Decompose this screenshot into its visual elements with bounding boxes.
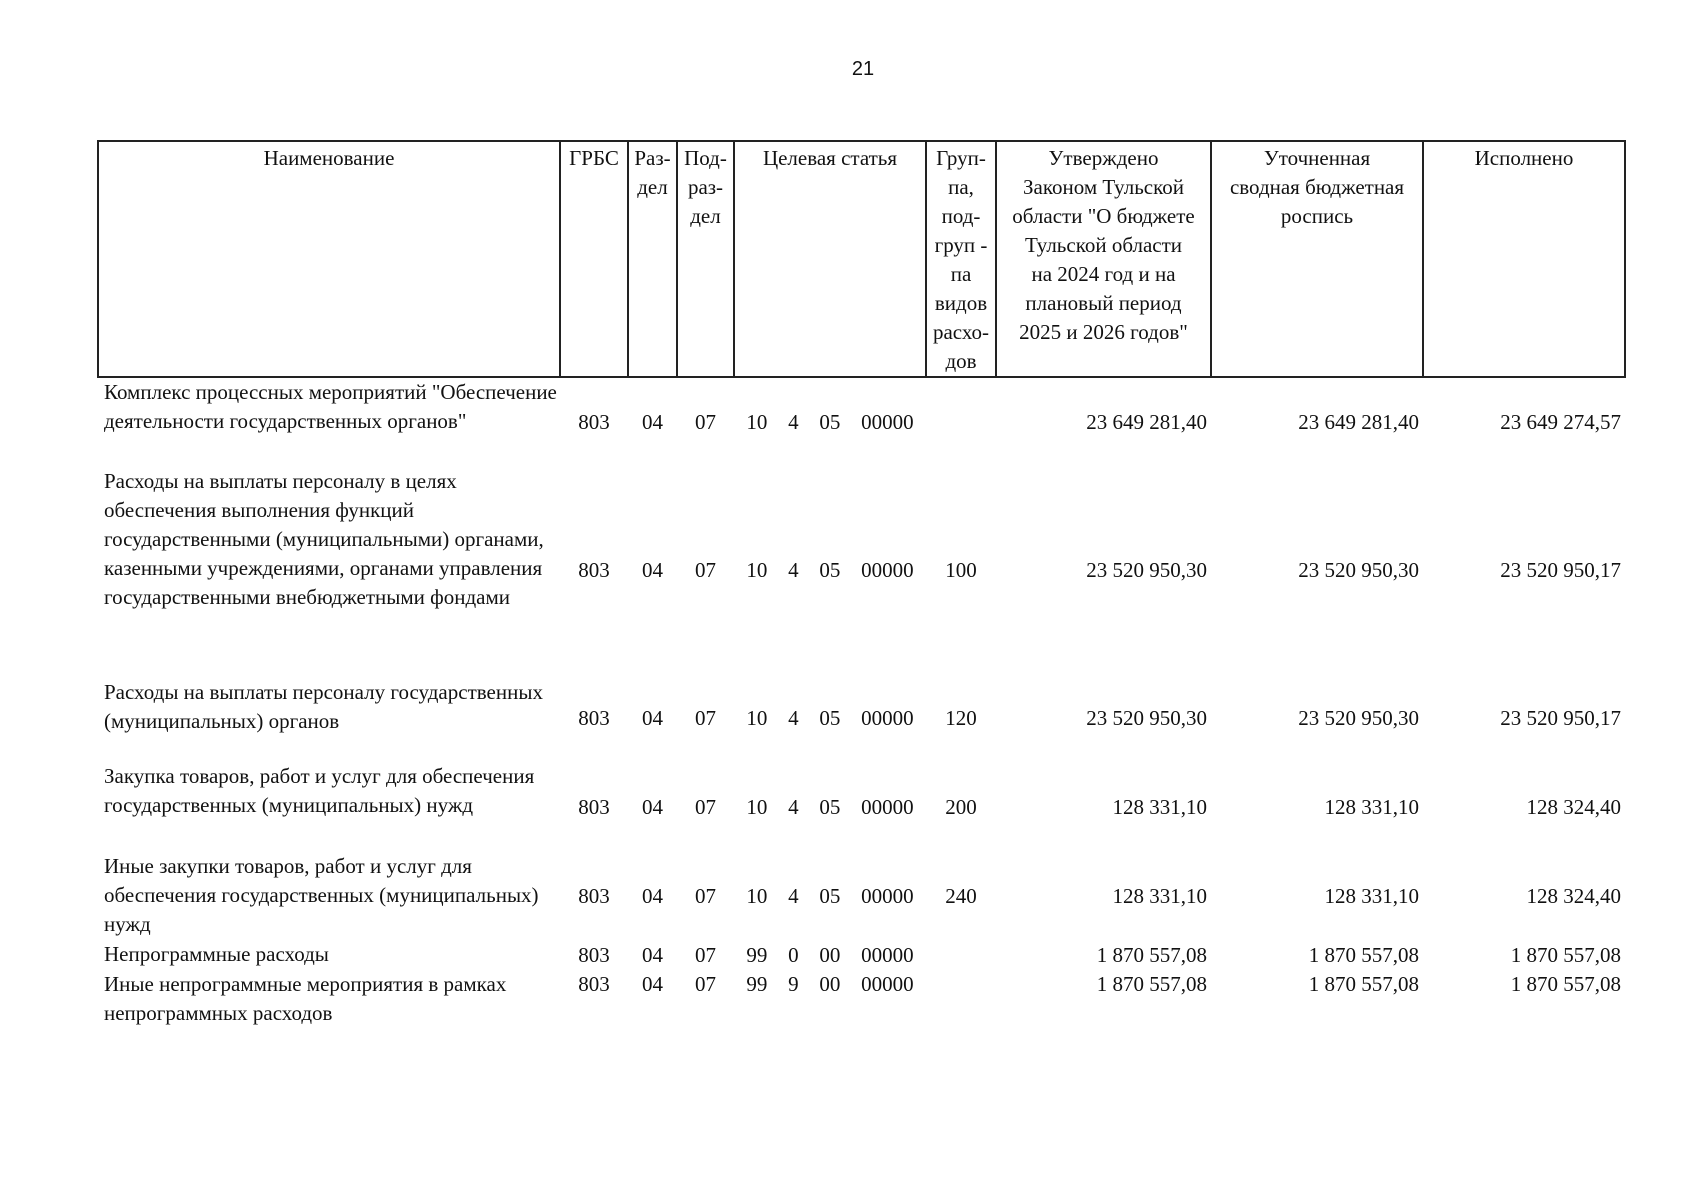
row-podrazdel: 07	[695, 558, 716, 582]
row-celevaya-statya	[734, 377, 926, 467]
header-name: Наименование	[98, 141, 560, 377]
row-vid-rashodov	[926, 940, 996, 970]
row-name: Непрограммные расходы	[104, 942, 329, 966]
row-vid-rashodov	[926, 377, 996, 467]
cs-direction: 00000	[861, 558, 914, 582]
row-grbs: 803	[578, 942, 610, 967]
table-row	[98, 377, 1625, 467]
row-podrazdel: 07	[695, 794, 716, 819]
row-vid-rashodov	[926, 970, 996, 1028]
row-name: Комплекс процессных мероприятий "Обеспечение деятельности государственных органов"	[104, 380, 557, 433]
cs-direction: 00000	[861, 705, 914, 730]
row-vid-rashodov: 100	[945, 558, 977, 582]
row-vid-rashodov: 120	[945, 705, 977, 730]
row-ispolneno: 1 870 557,08	[1510, 972, 1621, 996]
table-body	[98, 377, 1625, 1028]
cs-program: 99	[746, 972, 768, 996]
cs-type: 4	[788, 705, 799, 730]
row-name: Закупка товаров, работ и услуг для обеспечения государственных (муниципальных) нужд	[104, 764, 535, 817]
row-utverzhdeno: 128 331,10	[1112, 883, 1207, 908]
table-row	[98, 467, 1625, 674]
row-celevaya-statya	[734, 467, 926, 674]
row-utochnennaya: 23 649 281,40	[1298, 410, 1419, 434]
row-podrazdel: 07	[695, 942, 716, 967]
cs-type: 4	[788, 410, 799, 434]
row-utochnennaya: 1 870 557,08	[1308, 972, 1419, 996]
row-razdel: 04	[642, 410, 663, 434]
header-utochnennaya-rospis: Уточненная сводная бюджетная роспись	[1211, 141, 1423, 377]
cs-direction: 00000	[861, 972, 914, 996]
row-grbs: 803	[578, 972, 610, 996]
table-row	[98, 940, 1625, 970]
cs-type: 4	[788, 794, 799, 819]
row-utochnennaya: 1 870 557,08	[1308, 942, 1419, 967]
row-razdel: 04	[642, 794, 663, 819]
cs-direction: 00000	[861, 794, 914, 819]
cs-element: 05	[819, 410, 841, 434]
page-number: 21	[851, 58, 875, 80]
header-grbs: ГРБС	[560, 141, 628, 377]
cs-direction: 00000	[861, 410, 914, 434]
table-row	[98, 852, 1625, 940]
cs-program: 10	[746, 794, 768, 819]
row-utverzhdeno: 23 520 950,30	[1086, 558, 1207, 582]
row-grbs: 803	[578, 410, 610, 434]
table-row	[98, 674, 1625, 762]
budget-table	[97, 140, 1626, 1028]
row-utochnennaya: 128 331,10	[1324, 883, 1419, 908]
cs-program: 10	[746, 883, 768, 908]
table-row	[98, 970, 1625, 1028]
row-razdel: 04	[642, 972, 663, 996]
row-podrazdel: 07	[695, 705, 716, 730]
header-gruppa-vidov-rashodov: Груп- па, под- груп - па видов расхо- дов	[926, 141, 996, 377]
row-grbs: 803	[578, 558, 610, 582]
row-ispolneno: 1 870 557,08	[1510, 942, 1621, 967]
cs-program: 10	[746, 705, 768, 730]
header-razdel: Раз- дел	[628, 141, 677, 377]
row-utverzhdeno: 1 870 557,08	[1096, 942, 1207, 967]
cs-element: 00	[819, 972, 841, 996]
row-podrazdel: 07	[695, 972, 716, 996]
table-header	[98, 141, 1625, 377]
cs-element: 05	[819, 705, 841, 730]
row-utochnennaya: 128 331,10	[1324, 794, 1419, 819]
cs-type: 4	[788, 558, 799, 582]
cs-program: 10	[746, 558, 768, 582]
row-name: Иные закупки товаров, работ и услуг для обеспечения государственных (муниципальных) нужд	[104, 854, 539, 936]
row-ispolneno: 128 324,40	[1526, 794, 1621, 819]
cs-direction: 00000	[861, 883, 914, 908]
row-ispolneno: 23 649 274,57	[1500, 410, 1621, 434]
header-utverzhdeno: Утверждено Законом Тульской области "О бюджете Тульской области на 2024 год и на плановый период 2025 и 2026 годов"	[996, 141, 1211, 377]
row-grbs: 803	[578, 705, 610, 730]
row-name: Иные непрограммные мероприятия в рамках непрограммных расходов	[104, 972, 507, 1025]
row-razdel: 04	[642, 942, 663, 967]
row-celevaya-statya	[734, 852, 926, 940]
row-podrazdel: 07	[695, 410, 716, 434]
header-celevaya-statya: Целевая статья	[734, 141, 926, 377]
row-ispolneno: 23 520 950,17	[1500, 558, 1621, 582]
row-utverzhdeno: 23 649 281,40	[1086, 410, 1207, 434]
row-utochnennaya: 23 520 950,30	[1298, 705, 1419, 730]
header-row	[98, 141, 1625, 377]
row-vid-rashodov: 240	[945, 883, 977, 908]
row-name: Расходы на выплаты персоналу в целях обеспечения выполнения функций государственными (муниципальными) органами, казенными учреждениями, органами управления государственными внебюджетными фондами	[104, 469, 544, 609]
cs-program: 10	[746, 410, 768, 434]
row-utverzhdeno: 1 870 557,08	[1096, 972, 1207, 996]
row-utverzhdeno: 23 520 950,30	[1086, 705, 1207, 730]
row-name: Расходы на выплаты персоналу государственных (муниципальных) органов	[104, 680, 543, 733]
row-grbs: 803	[578, 883, 610, 908]
row-vid-rashodov: 200	[945, 794, 977, 819]
row-celevaya-statya	[734, 940, 926, 970]
row-razdel: 04	[642, 705, 663, 730]
row-ispolneno: 128 324,40	[1526, 883, 1621, 908]
cs-type: 0	[788, 942, 799, 967]
cs-type: 4	[788, 883, 799, 908]
cs-element: 05	[819, 883, 841, 908]
header-podrazdel: Под- раз- дел	[677, 141, 734, 377]
row-grbs: 803	[578, 794, 610, 819]
cs-program: 99	[746, 942, 768, 967]
cs-element: 05	[819, 558, 841, 582]
cs-type: 9	[788, 972, 799, 996]
row-celevaya-statya	[734, 762, 926, 852]
row-utverzhdeno: 128 331,10	[1112, 794, 1207, 819]
cs-element: 00	[819, 942, 841, 967]
row-razdel: 04	[642, 558, 663, 582]
row-utochnennaya: 23 520 950,30	[1298, 558, 1419, 582]
cs-element: 05	[819, 794, 841, 819]
cs-direction: 00000	[861, 942, 914, 967]
table-row	[98, 762, 1625, 852]
row-podrazdel: 07	[695, 883, 716, 908]
row-celevaya-statya	[734, 674, 926, 762]
row-ispolneno: 23 520 950,17	[1500, 705, 1621, 730]
row-celevaya-statya	[734, 970, 926, 1028]
header-ispolneno: Исполнено	[1423, 141, 1625, 377]
row-razdel: 04	[642, 883, 663, 908]
